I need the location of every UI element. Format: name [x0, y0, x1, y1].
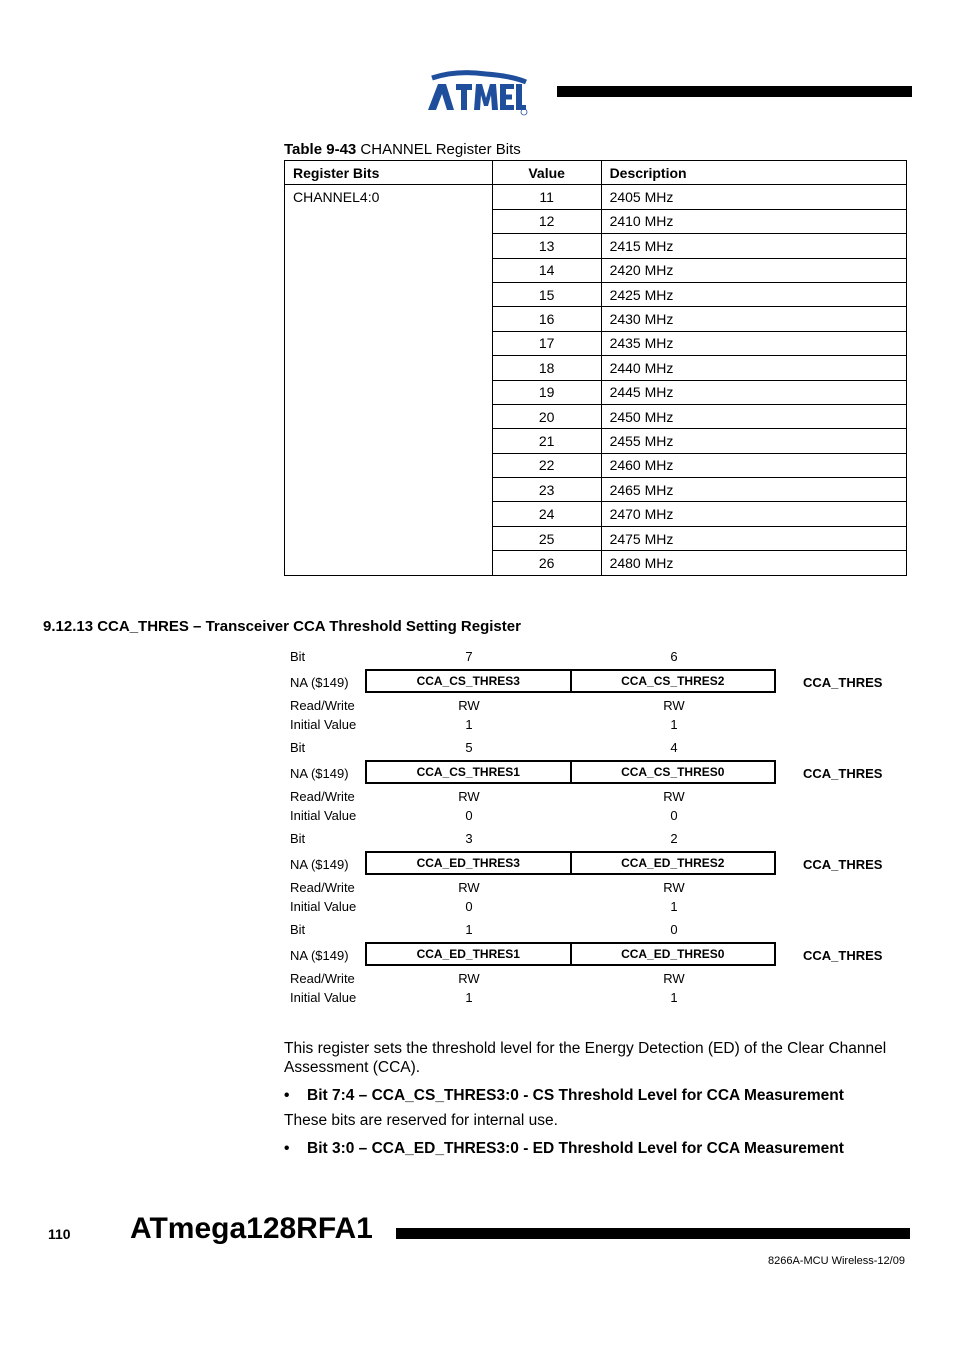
register-field-box [365, 760, 776, 784]
value-cell: 22 [492, 453, 601, 477]
channel-register-table [284, 160, 907, 576]
value-cell: 18 [492, 356, 601, 380]
rw-value: RW [663, 880, 685, 895]
initial-value-label: Initial Value [290, 899, 357, 914]
value-cell: 12 [492, 209, 601, 233]
rw-value: RW [458, 698, 480, 713]
initial-value: 1 [670, 717, 678, 732]
product-title: ATmega128RFA1 [130, 1212, 373, 1245]
bit-label: Bit [290, 922, 306, 937]
register-field: CCA_ED_THRES3 [416, 856, 520, 870]
value-cell: 13 [492, 234, 601, 258]
register-field: CCA_CS_THRES1 [416, 765, 520, 779]
register-field: CCA_ED_THRES2 [570, 853, 775, 873]
description-cell: 2435 MHz [601, 331, 906, 355]
initial-value: 1 [670, 899, 678, 914]
bullet-description: These bits are reserved for internal use. [284, 1112, 558, 1129]
initial-value: 1 [465, 717, 473, 732]
rw-value: RW [458, 971, 480, 986]
initial-value: 0 [670, 808, 678, 823]
register-field: CCA_CS_THRES3 [416, 674, 520, 688]
register-name: CCA_THRES [803, 857, 883, 872]
register-field: CCA_CS_THRES0 [570, 762, 775, 782]
table-caption: Table 9-43 CHANNEL Register Bits [284, 141, 521, 158]
read-write-label: Read/Write [290, 971, 355, 986]
register-name: CCA_THRES [803, 675, 883, 690]
initial-value: 1 [465, 990, 473, 1005]
bit-label: Bit [290, 649, 306, 664]
rw-value: RW [458, 789, 480, 804]
description-cell: 2465 MHz [601, 478, 906, 502]
initial-value: 0 [465, 808, 473, 823]
bit-number: 6 [670, 649, 678, 664]
bit-label: Bit [290, 831, 306, 846]
bullet-item: • Bit 3:0 – CCA_ED_THRES3:0 - ED Threshold Level for CCA Measurement [284, 1140, 844, 1157]
address-label: NA ($149) [290, 766, 349, 781]
read-write-label: Read/Write [290, 789, 355, 804]
bit-number: 7 [465, 649, 473, 664]
header-rule [557, 86, 912, 97]
description-cell: 2480 MHz [601, 551, 906, 575]
initial-value: 1 [670, 990, 678, 1005]
register-field: CCA_CS_THRES2 [570, 671, 775, 691]
address-label: NA ($149) [290, 948, 349, 963]
value-cell: 15 [492, 282, 601, 306]
register-field: CCA_ED_THRES1 [416, 947, 520, 961]
initial-value: 0 [465, 899, 473, 914]
description-cell: 2455 MHz [601, 429, 906, 453]
value-cell: 26 [492, 551, 601, 575]
description-cell: 2440 MHz [601, 356, 906, 380]
section-heading: 9.12.13 CCA_THRES – Transceiver CCA Threshold Setting Register [43, 618, 521, 635]
description-cell: 2475 MHz [601, 526, 906, 550]
address-label: NA ($149) [290, 857, 349, 872]
bit-label: Bit [290, 740, 306, 755]
value-cell: 25 [492, 526, 601, 550]
footer-rule [396, 1228, 910, 1239]
intro-paragraph: This register sets the threshold level for the Energy Detection (ED) of the Clear Channel Assessment (CCA). [284, 1040, 887, 1076]
bit-number: 5 [465, 740, 473, 755]
initial-value-label: Initial Value [290, 990, 357, 1005]
rw-value: RW [663, 789, 685, 804]
bit-number: 4 [670, 740, 678, 755]
description-cell: 2405 MHz [601, 185, 906, 209]
value-cell: 19 [492, 380, 601, 404]
address-label: NA ($149) [290, 675, 349, 690]
value-cell: 24 [492, 502, 601, 526]
column-header: Value [492, 161, 601, 185]
bit-number: 2 [670, 831, 678, 846]
register-name: CCA_THRES [803, 766, 883, 781]
bit-number: 1 [465, 922, 473, 937]
initial-value-label: Initial Value [290, 717, 357, 732]
table-header-row [285, 161, 907, 185]
value-cell: 16 [492, 307, 601, 331]
description-cell: 2460 MHz [601, 453, 906, 477]
read-write-label: Read/Write [290, 880, 355, 895]
description-cell: 2420 MHz [601, 258, 906, 282]
value-cell: 14 [492, 258, 601, 282]
value-cell: 21 [492, 429, 601, 453]
description-cell: 2410 MHz [601, 209, 906, 233]
rw-value: RW [458, 880, 480, 895]
bit-number: 0 [670, 922, 678, 937]
bit-number: 3 [465, 831, 473, 846]
value-cell: 17 [492, 331, 601, 355]
description-cell: 2430 MHz [601, 307, 906, 331]
initial-value-label: Initial Value [290, 808, 357, 823]
rw-value: RW [663, 698, 685, 713]
value-cell: 23 [492, 478, 601, 502]
bullet-item: • Bit 7:4 – CCA_CS_THRES3:0 - CS Threshold Level for CCA Measurement [284, 1087, 844, 1104]
value-cell: 20 [492, 404, 601, 428]
description-cell: 2415 MHz [601, 234, 906, 258]
table-row [285, 185, 907, 209]
description-cell: 2445 MHz [601, 380, 906, 404]
column-header: Description [601, 161, 906, 185]
description-cell: 2425 MHz [601, 282, 906, 306]
description-cell: 2470 MHz [601, 502, 906, 526]
register-field: CCA_ED_THRES0 [570, 944, 775, 964]
rw-value: RW [663, 971, 685, 986]
column-header: Register Bits [285, 161, 493, 185]
register-field-box [365, 851, 776, 875]
value-cell: 11 [492, 185, 601, 209]
register-field-box [365, 669, 776, 693]
register-bits-cell: CHANNEL4:0 [285, 185, 493, 575]
document-code: 8266A-MCU Wireless-12/09 [768, 1255, 905, 1267]
page-number: 110 [48, 1226, 71, 1242]
read-write-label: Read/Write [290, 698, 355, 713]
register-name: CCA_THRES [803, 948, 883, 963]
description-cell: 2450 MHz [601, 404, 906, 428]
register-field-box [365, 942, 776, 966]
atmel-logo [426, 68, 530, 116]
